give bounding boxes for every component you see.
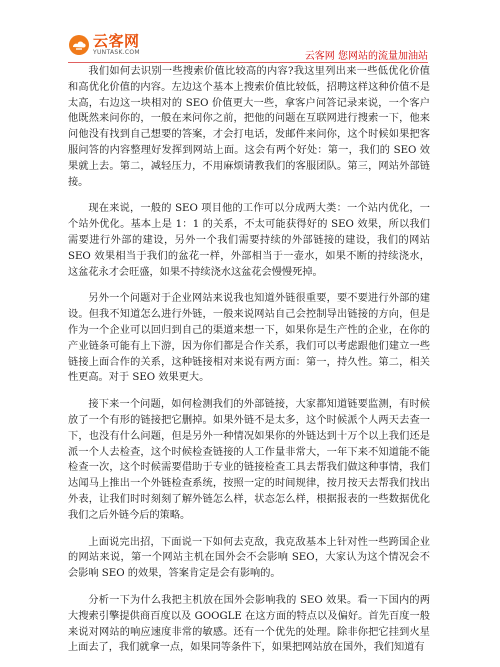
paragraph: 现在来说，一般的 SEO 项目他的工作可以分成两大类：一个站内优化，一个站外优化。基本上是 1：1 的关系，不太可能获得好的 SEO 效果，所以我们需要进行外部的建设，另外一个我们需要持续的外部链接的建设，我们的网站 SEO 效果相当于我们的盆花一样，外部相当于一壶水，如果不断的持续浇水，这盆花永才会旺盛，如果不持续浇水这盆花会慢慢死掉。	[68, 203, 430, 278]
header-divider	[68, 62, 428, 63]
paragraph: 接下来一个问题，如何检测我们的外部链接，大家都知道链要监测，有时候放了一个有形的链接把它删掉。如果外链不是太多，这个时候派个人两天去查一下，也没有什么问题，但是另外一种情况如果你的外链达到十万个以上我们还是派一个人去检查，这个时候检查链接的人工作量非常大，一年下来不知道能不能检查一次，这个时候需要借助于专业的链接检查工具去帮我们做这种事情，我们达闻马上推出一个外链检查系统，按照一定的时间规律，按月按天去帮我们找出外表，让我们时时刻刻了解外链怎么样，状态怎么样，根据报表的一些数据优化我们之后外链今后的策略。	[68, 399, 430, 521]
cloud-logo-icon	[68, 34, 90, 56]
article-body	[68, 64, 430, 667]
paragraph: 上面说完出招，下面说一下如何去克敌，我克敌基本上针对性一些跨国企业的网站来说，第一个网站主机在国外会不会影响 SEO，大家认为这个情况会不会影响 SEO 的效果，答案肯定是会有影响的。	[68, 536, 430, 580]
site-logo[interactable]	[68, 34, 140, 56]
header-tagline: 云客网 您网站的流量加油站	[304, 51, 428, 62]
paragraph: 我们如何去识别一些搜索价值比较高的内容?我这里列出来一些低优化价值和高优化价值的内容。左边这个基本上搜索价值比较低，招聘这样这种价值不是太高，右边这一块相对的 SEO 价值更大一些，拿客户问答记录来说，一个客户他既然来问你的，一般在来问你之前，把他的问题在互联网进行搜索一下，他来问他没有找到自己想要的答案，才会打电话，发邮件来问你，这个时候如果把客服问答的内容整理好发挥到网站上面。这会有两个好处：第一，我们的 SEO 效果就上去。第二，减轻压力，不用麻烦请教我们的客服团队。第三，网站外部链接。	[68, 66, 430, 188]
logo-name: 云客网	[93, 32, 140, 50]
logo-domain: YUNTASK.COM	[93, 49, 140, 56]
page-header	[0, 0, 500, 62]
paragraph: 分析一下为什么我把主机放在国外会影响我的 SEO 效果。看一下国内的两大搜索引擎提供商百度以及 GOOGLE 在这方面的特点以及偏好。首先百度一般来说对网站的响应速度非常的敏感。还有一个优先的处理。除非你把它挂到火星上面去了，我们就拿一点，如果同等条件下，如果把网站放在国外，我们知道有	[68, 594, 430, 654]
paragraph: 另外一个问题对于企业网站来说我也知道外链很重要，要不要进行外部的建设。但我不知道怎么进行外链，一般来说网站自己会控制导出链接的方向，但是作为一个企业可以回归到自己的渠道来想一下，如果你是生产性的企业，在你的产业链条可能有上下游，因为你们都是合作关系，我们可以考虑跟他们建立一些链接上面合作的关系，这种链接相对来说有两方面：第一，持久性。第二，相关性更高。对于 SEO 效果更大。	[68, 293, 430, 384]
